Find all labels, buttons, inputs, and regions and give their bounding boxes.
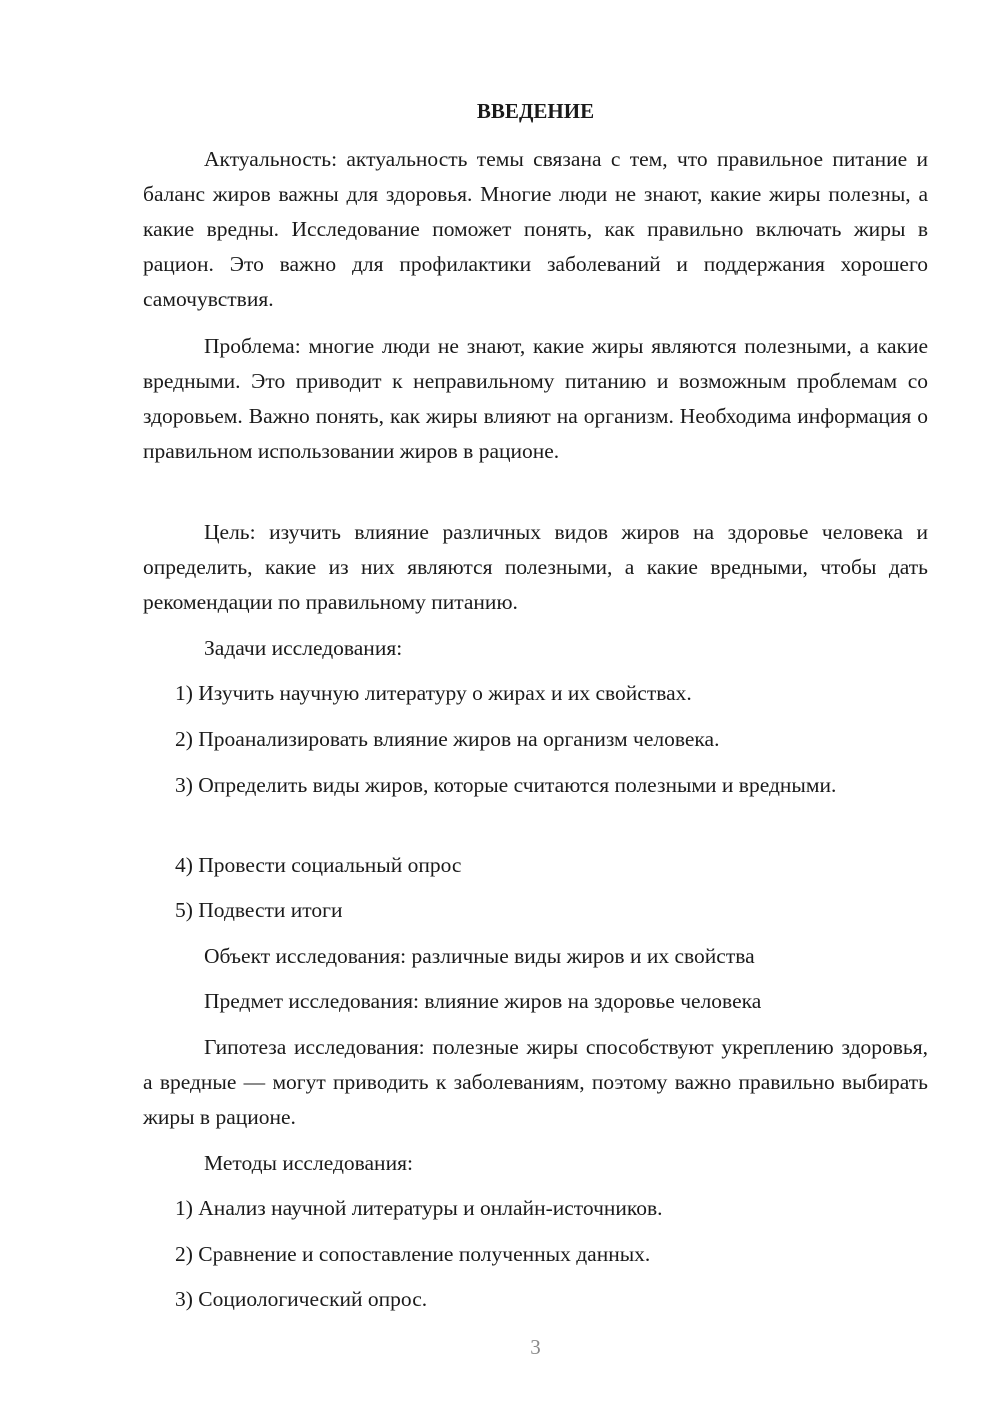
research-subject: Предмет исследования: влияние жиров на здоровье человека	[204, 989, 762, 1013]
paragraph-goal: Цель: изучить влияние различных видов жиров на здоровье человека и определить, какие из них являются полезными, а какие вредными, чтобы дать рекомендации по правильному питанию.	[143, 520, 928, 614]
methods-heading: Методы исследования:	[204, 1151, 413, 1175]
research-object: Объект исследования: различные виды жиров и их свойства	[204, 944, 755, 968]
task-item-5: 5) Подвести итоги	[175, 898, 343, 922]
method-item-1: 1) Анализ научной литературы и онлайн-источников.	[175, 1196, 663, 1220]
paragraph-relevance: Актуальность: актуальность темы связана с тем, что правильное питание и баланс жиров важны для здоровья. Многие люди не знают, какие жиры полезны, а какие вредны. Исследование поможет понять, как правильно включать жиры в рацион. Это важно для профилактики заболеваний и поддержания хорошего самочувствия.	[143, 147, 928, 311]
task-item-1: 1) Изучить научную литературу о жирах и их свойствах.	[175, 681, 692, 705]
task-item-3: 3) Определить виды жиров, которые считаются полезными и вредными.	[175, 773, 837, 797]
document-page	[143, 0, 928, 1414]
method-item-2: 2) Сравнение и сопоставление полученных данных.	[175, 1242, 651, 1266]
page-number: 3	[530, 1335, 541, 1359]
page-title: ВВЕДЕНИЕ	[476, 99, 595, 123]
task-item-2: 2) Проанализировать влияние жиров на организм человека.	[175, 727, 720, 751]
method-item-3: 3) Социологический опрос.	[175, 1287, 428, 1311]
task-item-4: 4) Провести социальный опрос	[175, 853, 462, 877]
tasks-heading: Задачи исследования:	[204, 636, 403, 660]
paragraph-problem: Проблема: многие люди не знают, какие жиры являются полезными, а какие вредными. Это приводит к неправильному питанию и возможным проблемам со здоровьем. Важно понять, как жиры влияют на организм. Необходима информация о правильном использовании жиров в рационе.	[143, 334, 928, 463]
research-hypothesis: Гипотеза исследования: полезные жиры способствуют укреплению здоровья, а вредные — могут приводить к заболеваниям, поэтому важно правильно выбирать жиры в рационе.	[143, 1035, 928, 1129]
